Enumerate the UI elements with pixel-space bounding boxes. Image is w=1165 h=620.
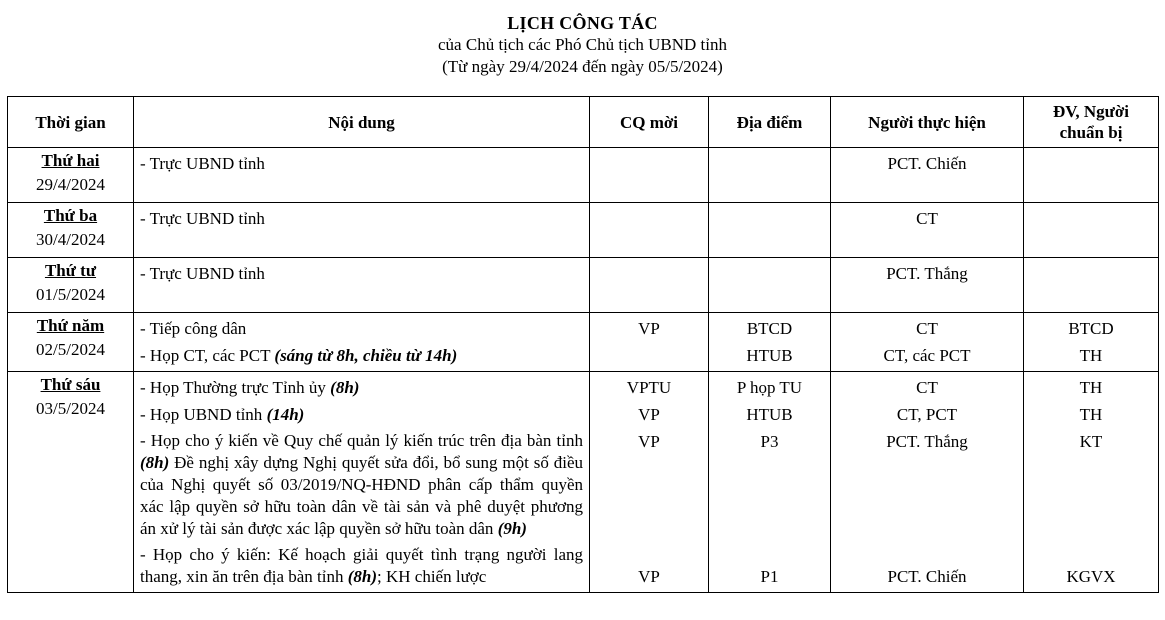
day-date: 29/4/2024 <box>36 175 105 194</box>
task-text: Đề nghị xây dựng Nghị quyết sửa đổi, bổ sung một số điều của Nghị quyết số 03/2019/NQ-HĐND phân cấp thẩm quyền xác lập quyền sở hữu toàn dân về tài sản và phê duyệt phương án xử lý tài sản được xác lập quyền sở hữu toàn dân <box>140 453 583 538</box>
prep-value: TH <box>1079 378 1103 397</box>
performer-value: CT <box>916 378 938 397</box>
day-date: 30/4/2024 <box>36 230 105 249</box>
performer-value: PCT. Thắng <box>886 432 968 451</box>
inviter-value: VP <box>638 567 660 586</box>
day-date: 02/5/2024 <box>36 340 105 359</box>
place-cell <box>709 313 831 372</box>
prep-cell <box>1024 203 1159 258</box>
performer-value: CT <box>916 209 938 228</box>
header-prep: ĐV, Người chuẩn bị <box>1024 97 1159 148</box>
inviter-value: VP <box>638 432 660 451</box>
task-text: - Trực UBND tỉnh <box>140 209 265 228</box>
place-cell <box>709 148 831 203</box>
header-content: Nội dung <box>134 97 590 148</box>
performer-value: CT, PCT <box>896 405 958 424</box>
inviter-cell <box>590 148 709 203</box>
prep-value: KGVX <box>1066 567 1116 586</box>
table-row <box>8 148 1159 203</box>
prep-value: BTCD <box>1068 319 1114 338</box>
place-value: P3 <box>760 432 779 451</box>
day-name: Thứ tư <box>44 261 97 280</box>
table-row <box>8 258 1159 313</box>
prep-value: TH <box>1079 405 1103 424</box>
header-time: Thời gian <box>8 97 134 148</box>
prep-cell <box>1024 313 1159 372</box>
task-line <box>140 401 583 428</box>
header-performer: Người thực hiện <box>831 97 1024 148</box>
header-inviter: CQ mời <box>590 97 709 148</box>
document-header <box>0 0 1165 78</box>
task-text: - Họp Thường trực Tỉnh ủy <box>140 378 331 397</box>
date-range: (Từ ngày 29/4/2024 đến ngày 05/5/2024) <box>442 57 723 76</box>
place-value: P họp TU <box>736 378 803 397</box>
inviter-value: VPTU <box>626 378 672 397</box>
inviter-cell <box>590 258 709 313</box>
schedule-table <box>7 96 1159 593</box>
prep-value: TH <box>1079 346 1103 365</box>
place-value: HTUB <box>746 405 793 424</box>
day-cell <box>8 258 134 313</box>
place-cell <box>709 258 831 313</box>
task-line <box>140 428 583 542</box>
place-value: BTCD <box>746 319 793 338</box>
table-header-row <box>8 97 1159 148</box>
task-text: - Họp CT, các PCT <box>140 346 275 365</box>
performer-value: CT <box>916 319 938 338</box>
prep-value: KT <box>1079 432 1103 451</box>
inviter-cell <box>590 203 709 258</box>
table-row <box>8 203 1159 258</box>
content-cell <box>134 203 590 258</box>
performer-value: PCT. Thắng <box>886 264 968 283</box>
task-line <box>140 342 583 369</box>
performer-value: PCT. Chiến <box>887 154 967 173</box>
place-value: HTUB <box>746 346 793 365</box>
header-place: Địa điểm <box>709 97 831 148</box>
task-time: (8h) <box>347 567 378 586</box>
performer-cell <box>831 203 1024 258</box>
content-cell <box>134 313 590 372</box>
task-line <box>140 542 583 590</box>
task-text: - Họp UBND tỉnh <box>140 405 267 424</box>
day-date: 03/5/2024 <box>36 399 105 418</box>
day-cell <box>8 203 134 258</box>
task-text: - Tiếp công dân <box>140 319 247 338</box>
task-time: (8h) <box>330 378 360 397</box>
day-name: Thứ hai <box>41 151 100 170</box>
day-name: Thứ sáu <box>40 375 101 394</box>
task-text: ; KH chiến lược <box>377 567 487 586</box>
performer-value: CT, các PCT <box>883 346 971 365</box>
place-value: P1 <box>760 567 779 586</box>
prep-cell <box>1024 372 1159 593</box>
inviter-cell <box>590 313 709 372</box>
inviter-value: VP <box>638 405 660 424</box>
day-name: Thứ ba <box>43 206 98 225</box>
prep-cell <box>1024 258 1159 313</box>
document-subtitle: của Chủ tịch các Phó Chủ tịch UBND tỉnh <box>438 35 727 54</box>
performer-cell <box>831 148 1024 203</box>
task-text: - Họp cho ý kiến về Quy chế quản lý kiến trúc trên địa bàn tỉnh <box>140 431 583 450</box>
task-time: (sáng từ 8h, chiều từ 14h) <box>274 346 458 365</box>
day-cell <box>8 148 134 203</box>
document-title: LỊCH CÔNG TÁC <box>507 13 658 33</box>
task-time: (14h) <box>266 405 305 424</box>
place-cell <box>709 203 831 258</box>
table-row <box>8 372 1159 593</box>
content-cell <box>134 372 590 593</box>
prep-cell <box>1024 148 1159 203</box>
day-name: Thứ năm <box>36 316 105 335</box>
task-line <box>140 374 583 401</box>
table-row <box>8 313 1159 372</box>
day-cell <box>8 372 134 593</box>
task-text: - Trực UBND tỉnh <box>140 154 265 173</box>
inviter-cell <box>590 372 709 593</box>
performer-cell <box>831 258 1024 313</box>
task-text: - Trực UBND tỉnh <box>140 264 265 283</box>
inviter-value: VP <box>638 319 660 338</box>
day-cell <box>8 313 134 372</box>
content-cell <box>134 258 590 313</box>
performer-value: PCT. Chiến <box>887 567 967 586</box>
task-time: (8h) <box>140 453 170 472</box>
performer-cell <box>831 313 1024 372</box>
place-cell <box>709 372 831 593</box>
content-cell <box>134 148 590 203</box>
day-date: 01/5/2024 <box>36 285 105 304</box>
performer-cell <box>831 372 1024 593</box>
task-time: (9h) <box>497 519 527 538</box>
task-text: - Họp cho ý kiến: Kế hoạch giải quyết tình trạng người lang thang, xin ăn trên địa bàn tỉnh <box>140 545 583 586</box>
